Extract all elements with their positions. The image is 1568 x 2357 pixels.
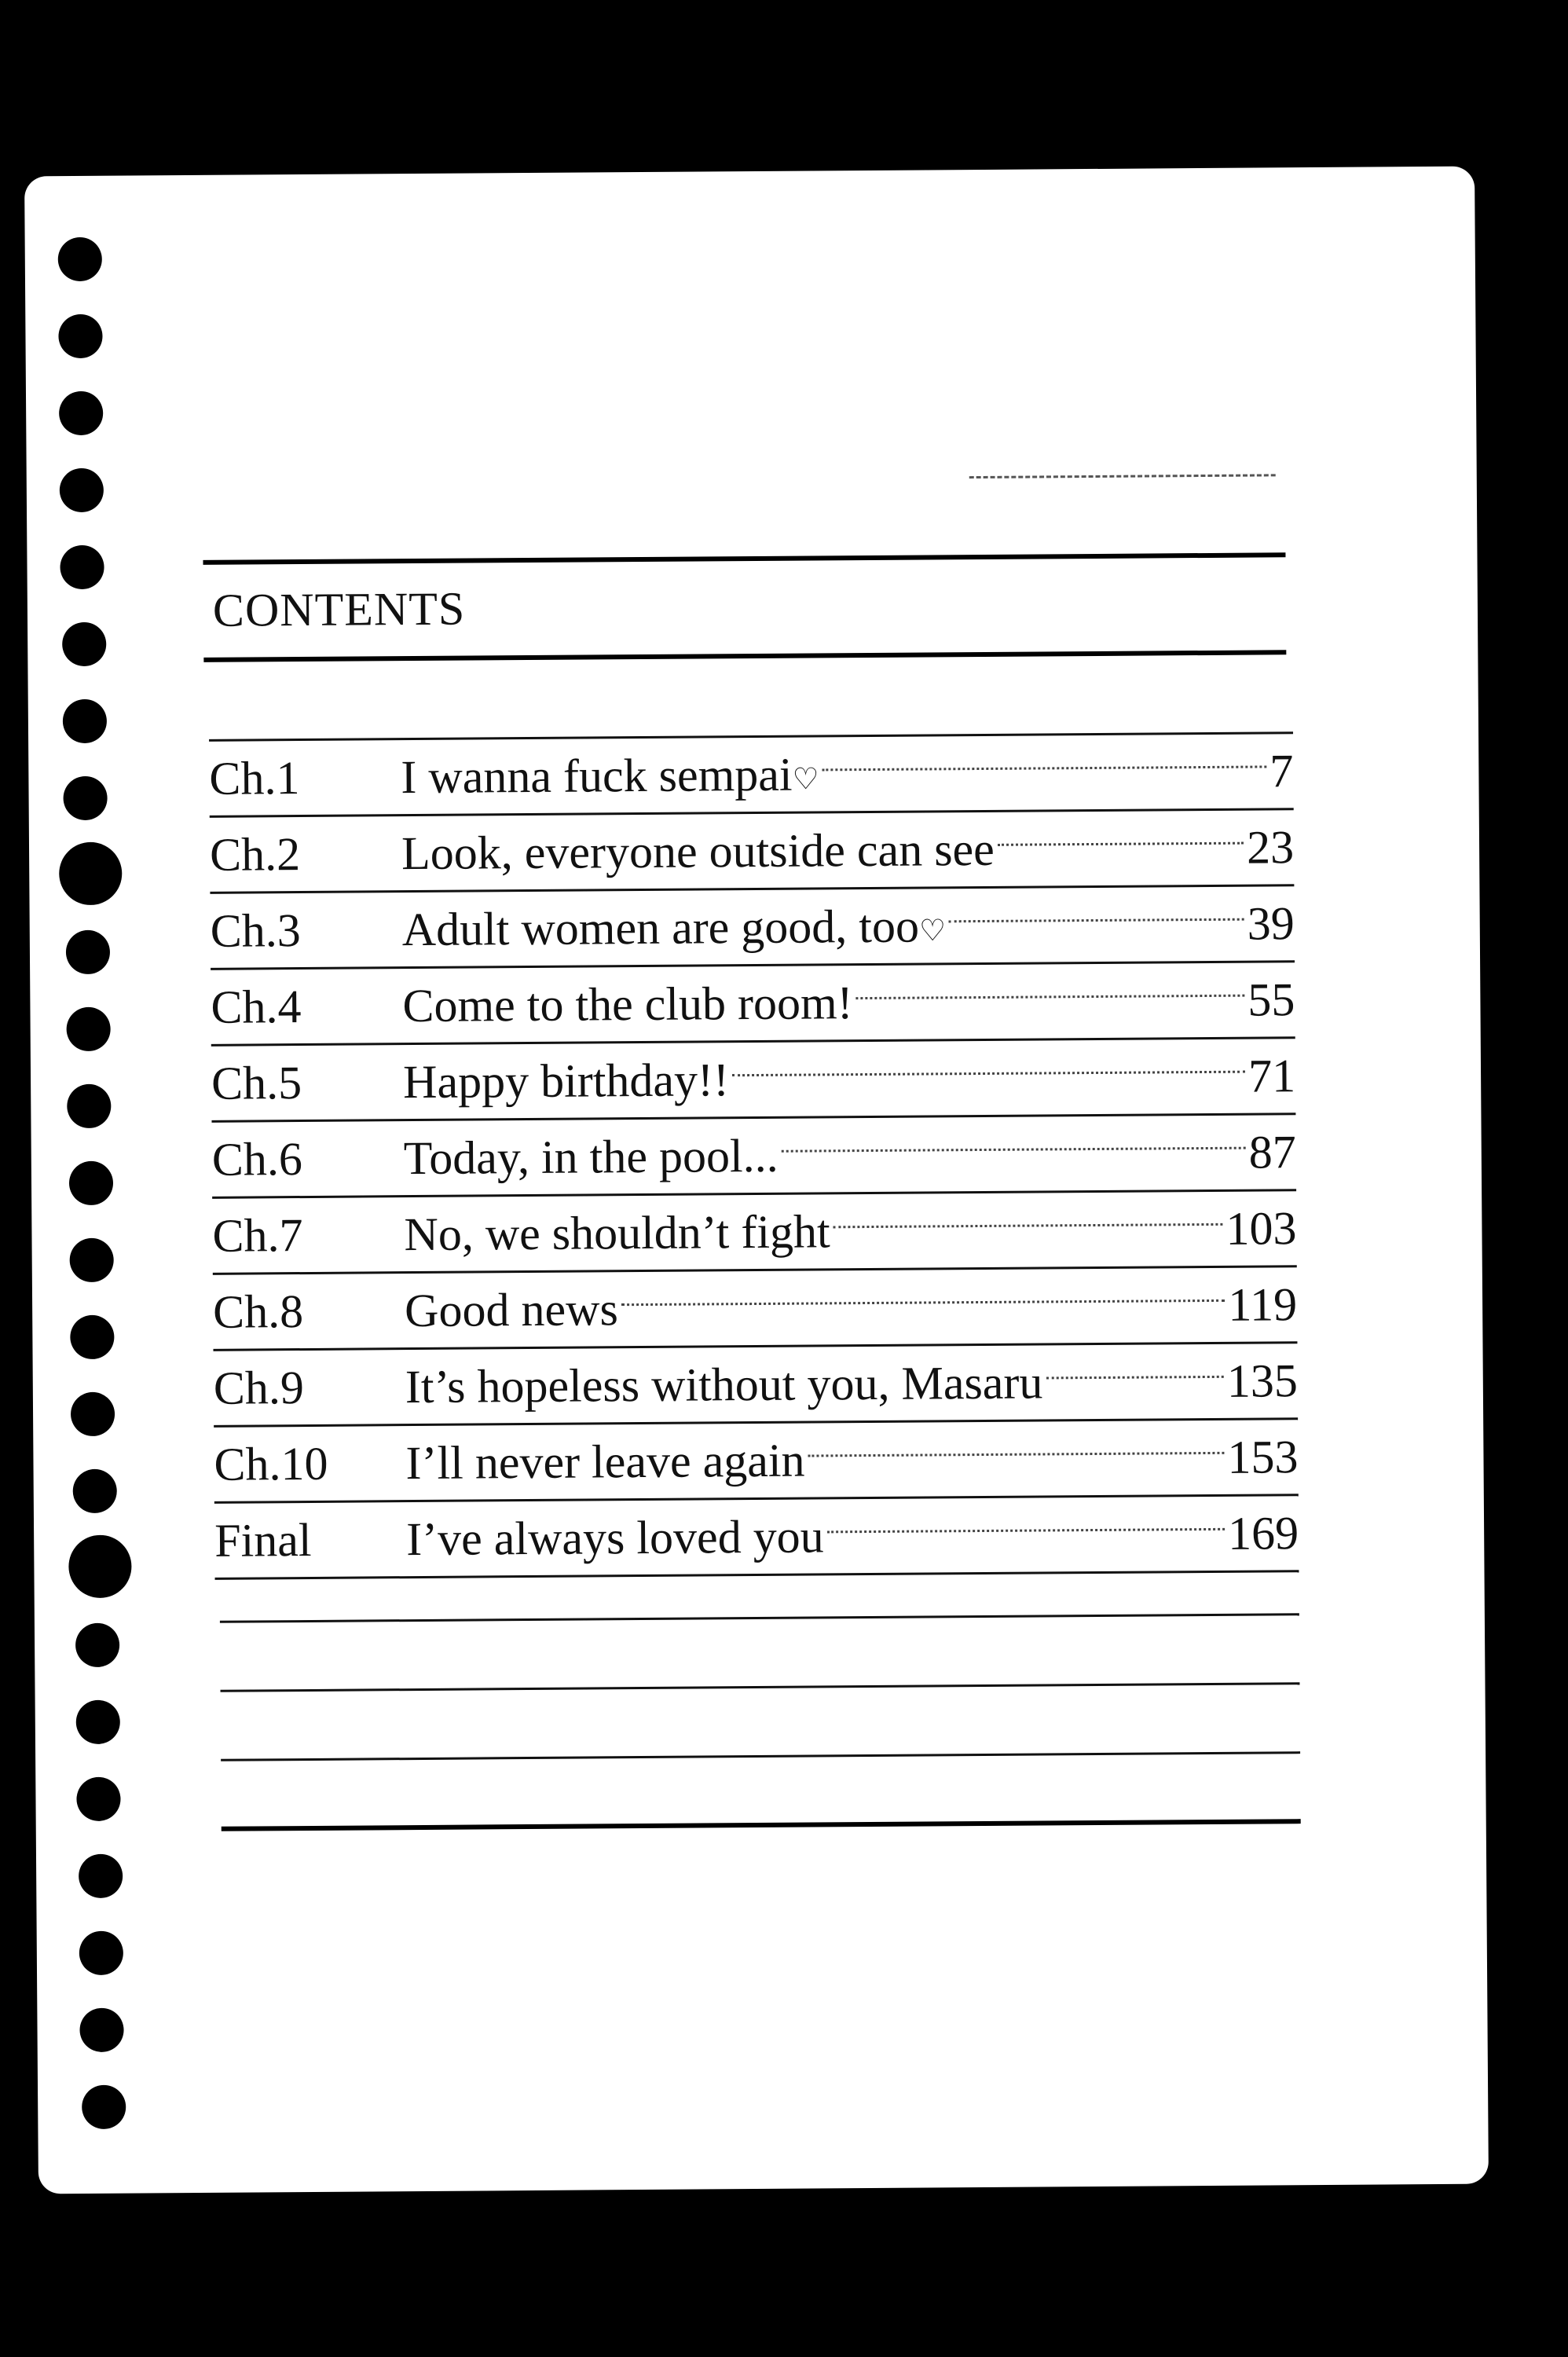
binder-hole (69, 1238, 113, 1282)
dot-leader (827, 1527, 1225, 1533)
blank-ruled-line (221, 1682, 1300, 1692)
toc-entry[interactable] (213, 1265, 1298, 1349)
chapter-title: No, we shouldn’t fight (404, 1204, 830, 1260)
chapter-number: Ch.2 (209, 827, 301, 881)
chapter-title: I’ll never leave again (405, 1434, 805, 1489)
chapter-number: Ch.6 (211, 1132, 303, 1186)
blank-ruled-line (220, 1613, 1299, 1623)
binder-hole (62, 622, 106, 666)
chapter-number: Ch.1 (209, 751, 300, 805)
binder-hole (68, 1535, 132, 1599)
binder-hole (63, 776, 107, 820)
dot-leader (782, 1146, 1246, 1152)
page-number: 135 (1226, 1354, 1299, 1407)
chapter-title: I wanna fuck sempai♡ (401, 748, 819, 803)
binder-hole (58, 237, 102, 281)
chapter-title: Come to the club room! (402, 976, 853, 1032)
toc-entry[interactable] (210, 884, 1295, 968)
binder-hole (59, 842, 123, 906)
dot-leader (833, 1222, 1223, 1227)
toc-entry[interactable] (214, 1494, 1299, 1580)
dot-leader (808, 1451, 1224, 1457)
dot-leader (822, 765, 1267, 771)
chapter-title: Look, everyone outside can see (401, 823, 995, 879)
dot-leader (621, 1299, 1225, 1305)
page-number: 71 (1247, 1049, 1296, 1102)
heading-rule-top (203, 552, 1285, 565)
binder-hole (66, 930, 110, 974)
page-number: 119 (1228, 1277, 1298, 1331)
binder-hole (63, 699, 107, 743)
chapter-title: Adult women are good, too♡ (401, 900, 947, 955)
toc-entry[interactable] (211, 1113, 1296, 1197)
page-number: 7 (1269, 744, 1294, 797)
heading-rule-bottom (203, 650, 1286, 662)
binder-hole (76, 1777, 120, 1821)
toc-entry[interactable] (211, 1036, 1296, 1120)
page-number: 39 (1247, 896, 1295, 950)
dot-leader (998, 841, 1244, 845)
page-number: 169 (1227, 1506, 1299, 1560)
binder-hole (79, 2008, 123, 2052)
dot-leader (1046, 1375, 1223, 1379)
page-number: 87 (1248, 1125, 1296, 1178)
blank-ruled-line (221, 1751, 1300, 1761)
contents-heading: CONTENTS (212, 582, 466, 636)
toc-entry[interactable] (213, 1341, 1298, 1425)
binder-hole (79, 1931, 123, 1975)
chapter-number: Ch.8 (212, 1285, 304, 1338)
toc-entry[interactable] (214, 1417, 1299, 1501)
heart-icon: ♡ (792, 762, 819, 796)
binder-hole (71, 1392, 115, 1436)
toc-entry[interactable] (210, 808, 1295, 892)
dot-leader (949, 918, 1244, 922)
binder-hole (66, 1007, 110, 1051)
binder-hole (69, 1161, 113, 1205)
chapter-title: Happy birthday!! (402, 1053, 730, 1108)
chapter-number: Ch.5 (211, 1056, 302, 1109)
chapter-number: Ch.9 (213, 1361, 305, 1414)
page-number: 23 (1246, 820, 1295, 874)
bottom-rule (222, 1819, 1301, 1831)
chapter-title: It’s hopeless without you, Masaru (405, 1355, 1043, 1413)
dot-leader (856, 994, 1245, 999)
binder-hole (70, 1315, 114, 1359)
page-number: 55 (1247, 973, 1295, 1026)
notebook-page (24, 167, 1489, 2194)
chapter-title: Today, in the pool... (403, 1129, 779, 1184)
chapter-number: Ch.4 (211, 980, 302, 1033)
binder-hole (76, 1700, 120, 1744)
binder-holes (24, 175, 196, 2194)
dot-leader (732, 1070, 1245, 1076)
binder-hole (79, 1854, 123, 1898)
toc-entry[interactable] (212, 1189, 1297, 1273)
chapter-number: Final (214, 1513, 312, 1567)
binder-hole (75, 1623, 119, 1667)
heart-icon: ♡ (918, 914, 947, 948)
chapter-number: Ch.3 (210, 904, 302, 957)
chapter-number: Ch.10 (214, 1437, 328, 1490)
binder-hole (58, 314, 102, 358)
date-line (969, 474, 1276, 478)
chapter-title: I’ve always loved you (405, 1509, 824, 1565)
binder-hole (73, 1469, 117, 1513)
binder-hole (59, 391, 103, 435)
binder-hole (60, 545, 104, 589)
binder-hole (60, 468, 104, 512)
toc-entry[interactable] (209, 731, 1294, 816)
chapter-title: Good news (404, 1282, 619, 1336)
binder-hole (82, 2085, 126, 2129)
table-of-contents (209, 731, 1299, 1580)
binder-hole (67, 1084, 111, 1128)
page-number: 153 (1227, 1430, 1299, 1483)
toc-entry[interactable] (211, 960, 1295, 1044)
chapter-number: Ch.7 (212, 1208, 303, 1262)
page-number: 103 (1225, 1201, 1297, 1255)
